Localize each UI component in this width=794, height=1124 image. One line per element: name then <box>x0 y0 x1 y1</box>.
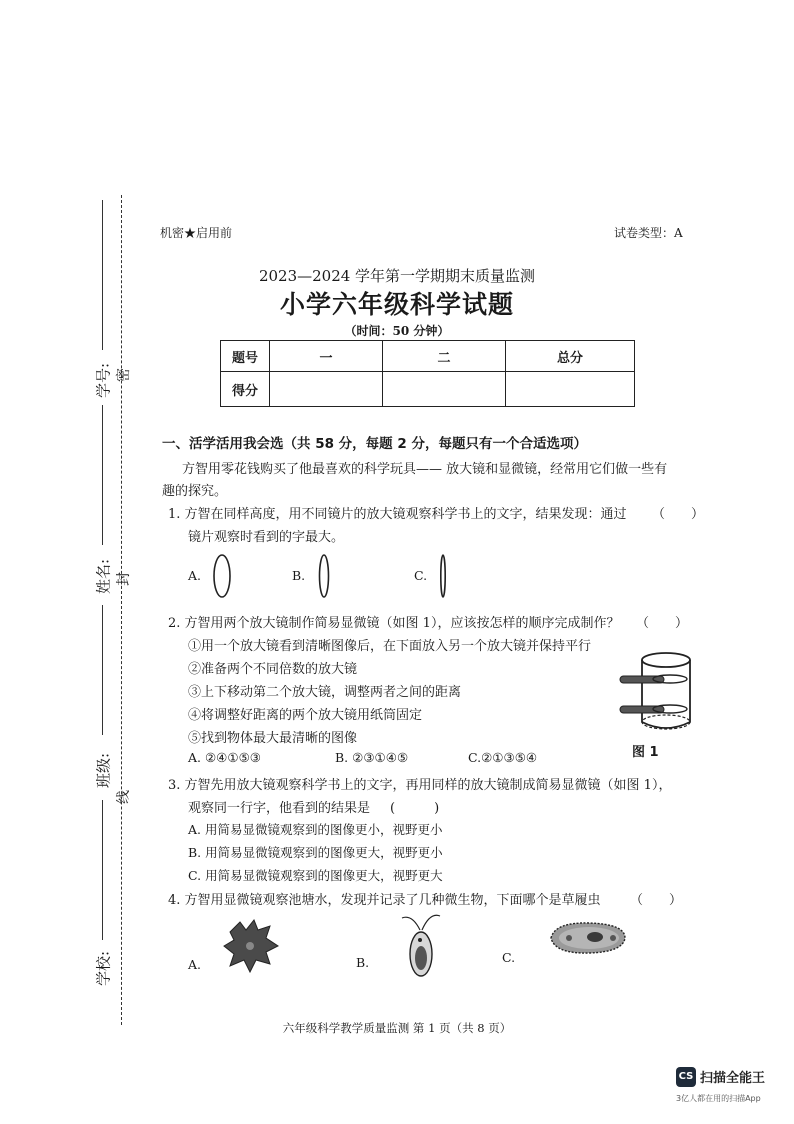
page-footer: 六年级科学教学质量监测 第 1 页（共 8 页） <box>282 1021 512 1035</box>
seal-word-feng: 封 <box>116 572 132 586</box>
q4-answer-blank[interactable]: （ ） <box>630 893 683 908</box>
exam-subtitle: 2023—2024 学年第一学期期末质量监测 <box>258 267 536 285</box>
score-part1-cell[interactable] <box>270 372 383 407</box>
q4-option-c-label[interactable]: C. <box>502 950 516 965</box>
q2-step-3: ③上下移动第二个放大镜，调整两者之间的距离 <box>188 685 462 700</box>
figure1-microscope <box>618 648 700 736</box>
q2-stem: 2. 方智用两个放大镜制作简易显微镜（如图 1），应该按怎样的顺序完成制作？ <box>168 616 620 631</box>
q3-option-c[interactable]: C. 用简易显微镜观察到的图像更大，视野更大 <box>188 868 443 883</box>
class-label: 班级: <box>94 752 113 789</box>
section1-intro-line1: 方智用零花钱购买了他最喜欢的科学玩具—— 放大镜和显微镜，经常用它们做一些有 <box>182 462 668 477</box>
score-header-total: 总分 <box>506 341 635 372</box>
q4-euglena-image[interactable] <box>398 904 444 984</box>
q2-option-c[interactable]: C.②①③⑤④ <box>468 750 538 765</box>
score-header-part2: 二 <box>383 341 506 372</box>
q1-stem-line2: 镜片观察时看到的字最大。 <box>188 530 345 545</box>
school-label: 学校: <box>94 950 113 987</box>
q1-answer-blank[interactable]: （ ） <box>652 507 705 522</box>
score-header-label: 题号 <box>221 341 270 372</box>
q3-option-a[interactable]: A. 用简易显微镜观察到的图像更小，视野更小 <box>188 822 443 837</box>
camscanner-tagline: 3亿人都在用的扫描App <box>676 1094 761 1103</box>
score-row-label: 得分 <box>221 372 270 407</box>
score-header-part1: 一 <box>270 341 383 372</box>
name-blank[interactable] <box>102 405 103 545</box>
q2-answer-blank[interactable]: （ ） <box>636 616 689 631</box>
q2-step-1: ①用一个放大镜看到清晰图像后，在下面放入另一个放大镜并保持平行 <box>188 639 592 654</box>
q4-paramecium-image[interactable] <box>545 918 631 958</box>
student-id-label: 学号: <box>94 362 113 399</box>
q3-stem-line2: 观察同一行字，他看到的结果是 <box>188 801 371 816</box>
exam-title: 小学六年级科学试题 <box>279 290 514 319</box>
q1-option-c-label[interactable]: C. <box>414 568 428 583</box>
q2-option-b[interactable]: B. ②③①④⑤ <box>335 750 409 765</box>
q4-stem: 4. 方智用显微镜观察池塘水，发现并记录了几种微生物，下面哪个是草履虫 <box>168 893 601 908</box>
q1-lens-c[interactable] <box>437 553 449 599</box>
section1-heading: 一、活学活用我会选（共 58 分，每题 2 分，每题只有一个合适选项） <box>162 436 587 452</box>
seal-word-mi: 密 <box>116 368 132 382</box>
q4-option-a-label[interactable]: A. <box>188 957 202 972</box>
q4-option-b-label[interactable]: B. <box>356 955 370 970</box>
camscanner-logo: CS <box>676 1067 696 1087</box>
q2-step-5: ⑤找到物体最大最清晰的图像 <box>188 731 358 746</box>
q3-answer-blank[interactable]: ( ) <box>390 801 440 816</box>
q1-stem-line1: 1. 方智在同样高度，用不同镜片的放大镜观察科学书上的文字，结果发现：通过 <box>168 507 627 522</box>
q4-amoeba-image[interactable] <box>220 916 282 976</box>
name-label: 姓名: <box>94 558 113 595</box>
figure1-label: 图 1 <box>632 745 659 760</box>
score-table <box>220 340 635 407</box>
q1-option-b-label[interactable]: B. <box>292 568 306 583</box>
section1-intro-line2: 趣的探究。 <box>162 484 228 499</box>
score-total-cell[interactable] <box>506 372 635 407</box>
q2-step-4: ④将调整好距离的两个放大镜用纸筒固定 <box>188 708 423 723</box>
camscanner-name: 扫描全能王 <box>700 1071 766 1086</box>
q1-lens-b[interactable] <box>317 553 331 599</box>
confidential-mark: 机密★启用前 <box>160 226 233 240</box>
q2-option-a[interactable]: A. ②④①⑤③ <box>188 750 262 765</box>
q3-option-b[interactable]: B. 用简易显微镜观察到的图像更大，视野更小 <box>188 845 443 860</box>
score-part2-cell[interactable] <box>383 372 506 407</box>
q2-step-2: ②准备两个不同倍数的放大镜 <box>188 662 358 677</box>
seal-word-xian: 线 <box>116 790 132 804</box>
school-blank[interactable] <box>102 800 103 940</box>
class-blank[interactable] <box>102 605 103 735</box>
q1-lens-a[interactable] <box>212 553 232 599</box>
q1-option-a-label[interactable]: A. <box>188 568 202 583</box>
exam-time: （时间：50 分钟） <box>344 324 450 338</box>
q3-stem-line1: 3. 方智先用放大镜观察科学书上的文字，再用同样的放大镜制成简易显微镜（如图 1）， <box>168 778 672 793</box>
paper-type: 试卷类型：A <box>614 226 683 240</box>
